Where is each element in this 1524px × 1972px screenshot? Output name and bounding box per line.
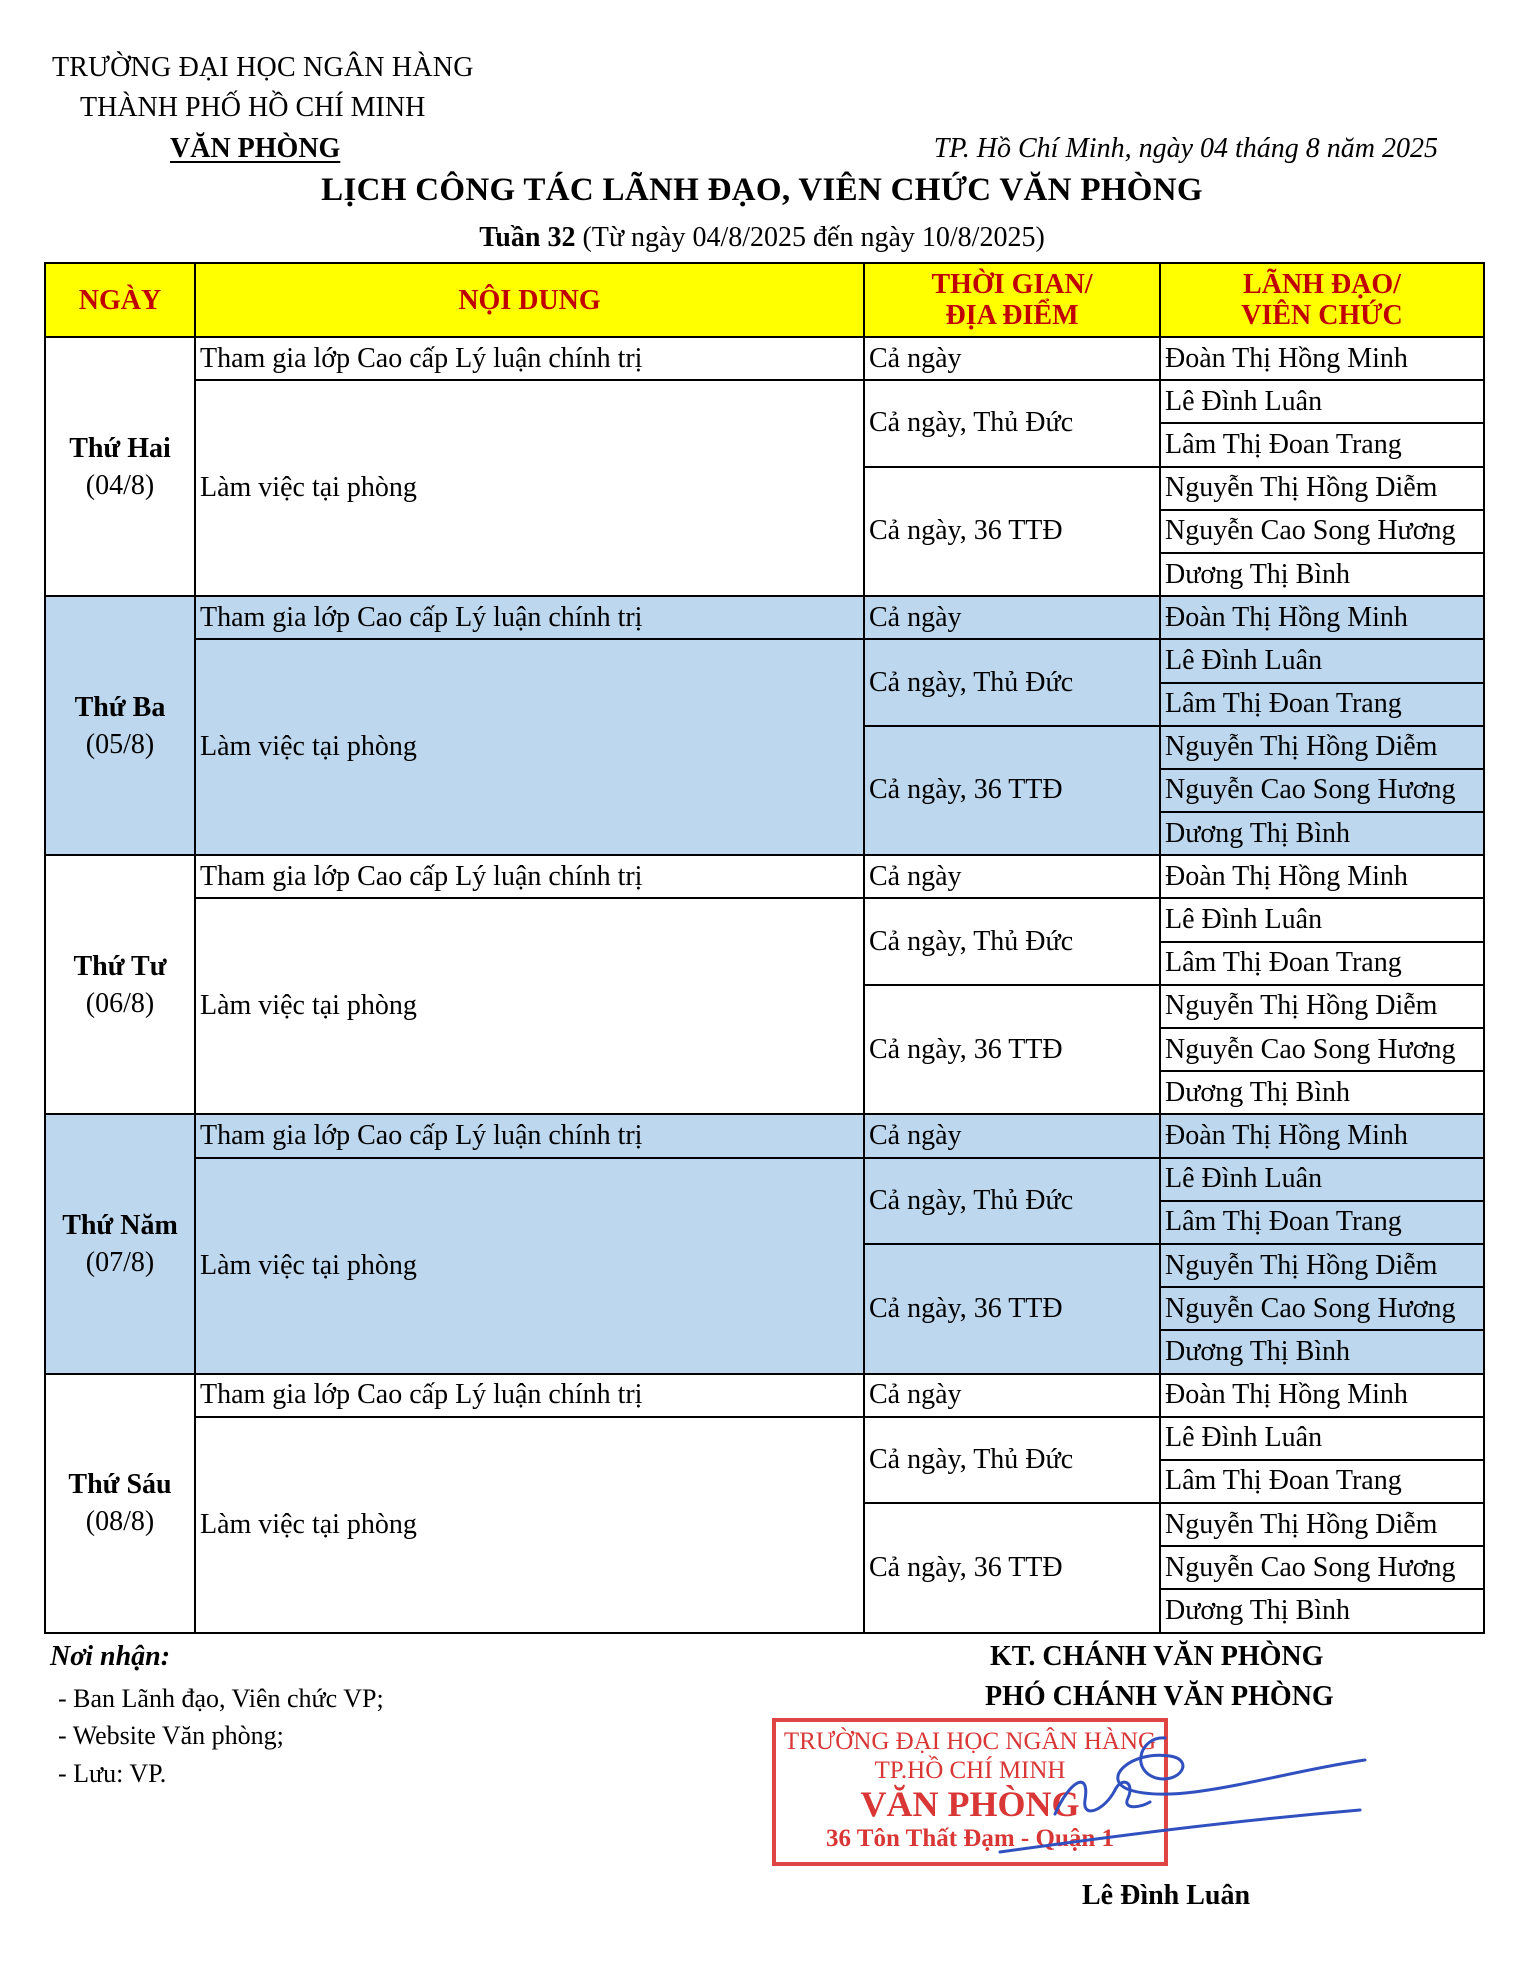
day-date: (07/8) <box>85 1246 155 1278</box>
staff-cell: Lê Đình Luân <box>1160 380 1484 423</box>
staff-cell: Dương Thị Bình <box>1160 1071 1484 1114</box>
staff-cell: Nguyễn Cao Song Hương <box>1160 1287 1484 1330</box>
task-cell: Làm việc tại phòng <box>195 898 864 1114</box>
task-cell: Tham gia lớp Cao cấp Lý luận chính trị <box>195 1374 864 1417</box>
staff-cell: Đoàn Thị Hồng Minh <box>1160 596 1484 639</box>
table-header-row <box>45 263 1484 337</box>
staff-cell: Lâm Thị Đoan Trang <box>1160 683 1484 726</box>
time-place-cell: Cả ngày <box>864 855 1160 898</box>
time-place-cell: Cả ngày, 36 TTĐ <box>864 467 1160 597</box>
header-staff-line1: LÃNH ĐẠO/ <box>1243 269 1401 300</box>
task-cell: Tham gia lớp Cao cấp Lý luận chính trị <box>195 1114 864 1157</box>
header-staff <box>1160 263 1484 337</box>
time-place-cell: Cả ngày, Thủ Đức <box>864 639 1160 725</box>
task-cell: Tham gia lớp Cao cấp Lý luận chính trị <box>195 855 864 898</box>
staff-cell: Nguyễn Thị Hồng Diễm <box>1160 985 1484 1028</box>
staff-cell: Nguyễn Thị Hồng Diễm <box>1160 1503 1484 1546</box>
time-place-cell: Cả ngày, 36 TTĐ <box>864 1244 1160 1374</box>
task-cell: Tham gia lớp Cao cấp Lý luận chính trị <box>195 596 864 639</box>
table-row <box>45 1158 1484 1201</box>
stamp-line3: VĂN PHÒNG <box>860 1784 1080 1824</box>
staff-cell: Lê Đình Luân <box>1160 1158 1484 1201</box>
header-content: NỘI DUNG <box>195 263 864 337</box>
day-name: Thứ Hai <box>69 432 171 464</box>
staff-cell: Lê Đình Luân <box>1160 898 1484 941</box>
org-name-line1: TRƯỜNG ĐẠI HỌC NGÂN HÀNG <box>52 52 474 83</box>
day-name: Thứ Ba <box>74 691 166 723</box>
staff-cell: Dương Thị Bình <box>1160 553 1484 596</box>
stamp-line2: TP.HỒ CHÍ MINH <box>874 1757 1066 1784</box>
time-place-cell: Cả ngày <box>864 1374 1160 1417</box>
staff-cell: Nguyễn Cao Song Hương <box>1160 1546 1484 1589</box>
table-row <box>45 337 1484 380</box>
document-subtitle <box>0 222 1524 254</box>
day-cell <box>45 855 195 1114</box>
staff-cell: Đoàn Thị Hồng Minh <box>1160 855 1484 898</box>
day-cell <box>45 1114 195 1373</box>
table-row <box>45 380 1484 423</box>
staff-cell: Nguyễn Cao Song Hương <box>1160 1028 1484 1071</box>
signature-title-line2: PHÓ CHÁNH VĂN PHÒNG <box>985 1681 1334 1712</box>
time-place-cell: Cả ngày <box>864 1114 1160 1157</box>
time-place-cell: Cả ngày, Thủ Đức <box>864 898 1160 984</box>
stamp-line4: 36 Tôn Thất Đạm - Quận 1 <box>825 1825 1115 1852</box>
org-name-line2: THÀNH PHỐ HỒ CHÍ MINH <box>80 92 426 123</box>
schedule-body <box>45 337 1484 1633</box>
staff-cell: Nguyễn Thị Hồng Diễm <box>1160 1244 1484 1287</box>
staff-cell: Lâm Thị Đoan Trang <box>1160 1460 1484 1503</box>
signature-title-line1: KT. CHÁNH VĂN PHÒNG <box>990 1641 1324 1672</box>
header-staff-line2: VIÊN CHỨC <box>1241 300 1403 331</box>
table-row <box>45 855 1484 898</box>
week-range: (Từ ngày 04/8/2025 đến ngày 10/8/2025) <box>575 222 1045 253</box>
signer-name: Lê Đình Luân <box>1082 1880 1251 1911</box>
table-row <box>45 1114 1484 1157</box>
staff-cell: Nguyễn Cao Song Hương <box>1160 510 1484 553</box>
staff-cell: Nguyễn Thị Hồng Diễm <box>1160 467 1484 510</box>
day-date: (06/8) <box>85 987 155 1019</box>
recipients-title: Nơi nhận: <box>50 1641 171 1672</box>
time-place-cell: Cả ngày, Thủ Đức <box>864 1417 1160 1503</box>
staff-cell: Lâm Thị Đoan Trang <box>1160 942 1484 985</box>
recipient-item: - Ban Lãnh đạo, Viên chức VP; <box>58 1684 384 1713</box>
day-cell <box>45 1374 195 1633</box>
staff-cell: Đoàn Thị Hồng Minh <box>1160 1114 1484 1157</box>
org-department: VĂN PHÒNG <box>170 133 341 164</box>
time-place-cell: Cả ngày <box>864 337 1160 380</box>
staff-cell: Lâm Thị Đoan Trang <box>1160 1201 1484 1244</box>
table-row <box>45 898 1484 941</box>
staff-cell: Lê Đình Luân <box>1160 639 1484 682</box>
task-cell: Làm việc tại phòng <box>195 639 864 855</box>
day-name: Thứ Tư <box>73 950 167 982</box>
header-time-place-line1: THỜI GIAN/ <box>931 269 1093 300</box>
day-name: Thứ Sáu <box>68 1469 172 1501</box>
header-time-place-line2: ĐỊA ĐIỂM <box>945 300 1079 331</box>
staff-cell: Dương Thị Bình <box>1160 1589 1484 1632</box>
staff-cell: Đoàn Thị Hồng Minh <box>1160 1374 1484 1417</box>
week-number: Tuần 32 <box>479 222 576 253</box>
table-row <box>45 1374 1484 1417</box>
time-place-cell: Cả ngày, Thủ Đức <box>864 1158 1160 1244</box>
task-cell: Tham gia lớp Cao cấp Lý luận chính trị <box>195 337 864 380</box>
time-place-cell: Cả ngày, 36 TTĐ <box>864 985 1160 1115</box>
time-place-cell: Cả ngày <box>864 596 1160 639</box>
table-row <box>45 1417 1484 1460</box>
recipient-item: - Website Văn phòng; <box>58 1721 284 1750</box>
day-date: (04/8) <box>85 469 155 501</box>
day-date: (05/8) <box>85 728 155 760</box>
document-title: LỊCH CÔNG TÁC LÃNH ĐẠO, VIÊN CHỨC VĂN PHÒNG <box>321 172 1203 208</box>
task-cell: Làm việc tại phòng <box>195 1158 864 1374</box>
stamp-line1: TRƯỜNG ĐẠI HỌC NGÂN HÀNG <box>783 1728 1157 1755</box>
time-place-cell: Cả ngày, 36 TTĐ <box>864 726 1160 856</box>
staff-cell: Dương Thị Bình <box>1160 812 1484 855</box>
recipient-item: - Lưu: VP. <box>58 1759 167 1788</box>
staff-cell: Lê Đình Luân <box>1160 1417 1484 1460</box>
table-row <box>45 596 1484 639</box>
table-row <box>45 639 1484 682</box>
schedule-table <box>44 262 1485 1634</box>
day-cell <box>45 337 195 596</box>
task-cell: Làm việc tại phòng <box>195 380 864 596</box>
staff-cell: Dương Thị Bình <box>1160 1330 1484 1373</box>
place-date: TP. Hồ Chí Minh, ngày 04 tháng 8 năm 2025 <box>933 133 1438 164</box>
staff-cell: Lâm Thị Đoan Trang <box>1160 423 1484 466</box>
day-date: (08/8) <box>85 1506 155 1538</box>
task-cell: Làm việc tại phòng <box>195 1417 864 1633</box>
staff-cell: Nguyễn Cao Song Hương <box>1160 769 1484 812</box>
staff-cell: Nguyễn Thị Hồng Diễm <box>1160 726 1484 769</box>
header-time-place <box>864 263 1160 337</box>
time-place-cell: Cả ngày, 36 TTĐ <box>864 1503 1160 1633</box>
day-name: Thứ Năm <box>62 1209 178 1241</box>
day-cell <box>45 596 195 855</box>
staff-cell: Đoàn Thị Hồng Minh <box>1160 337 1484 380</box>
time-place-cell: Cả ngày, Thủ Đức <box>864 380 1160 466</box>
handwritten-signature <box>980 1710 1380 1870</box>
header-day: NGÀY <box>45 263 195 337</box>
